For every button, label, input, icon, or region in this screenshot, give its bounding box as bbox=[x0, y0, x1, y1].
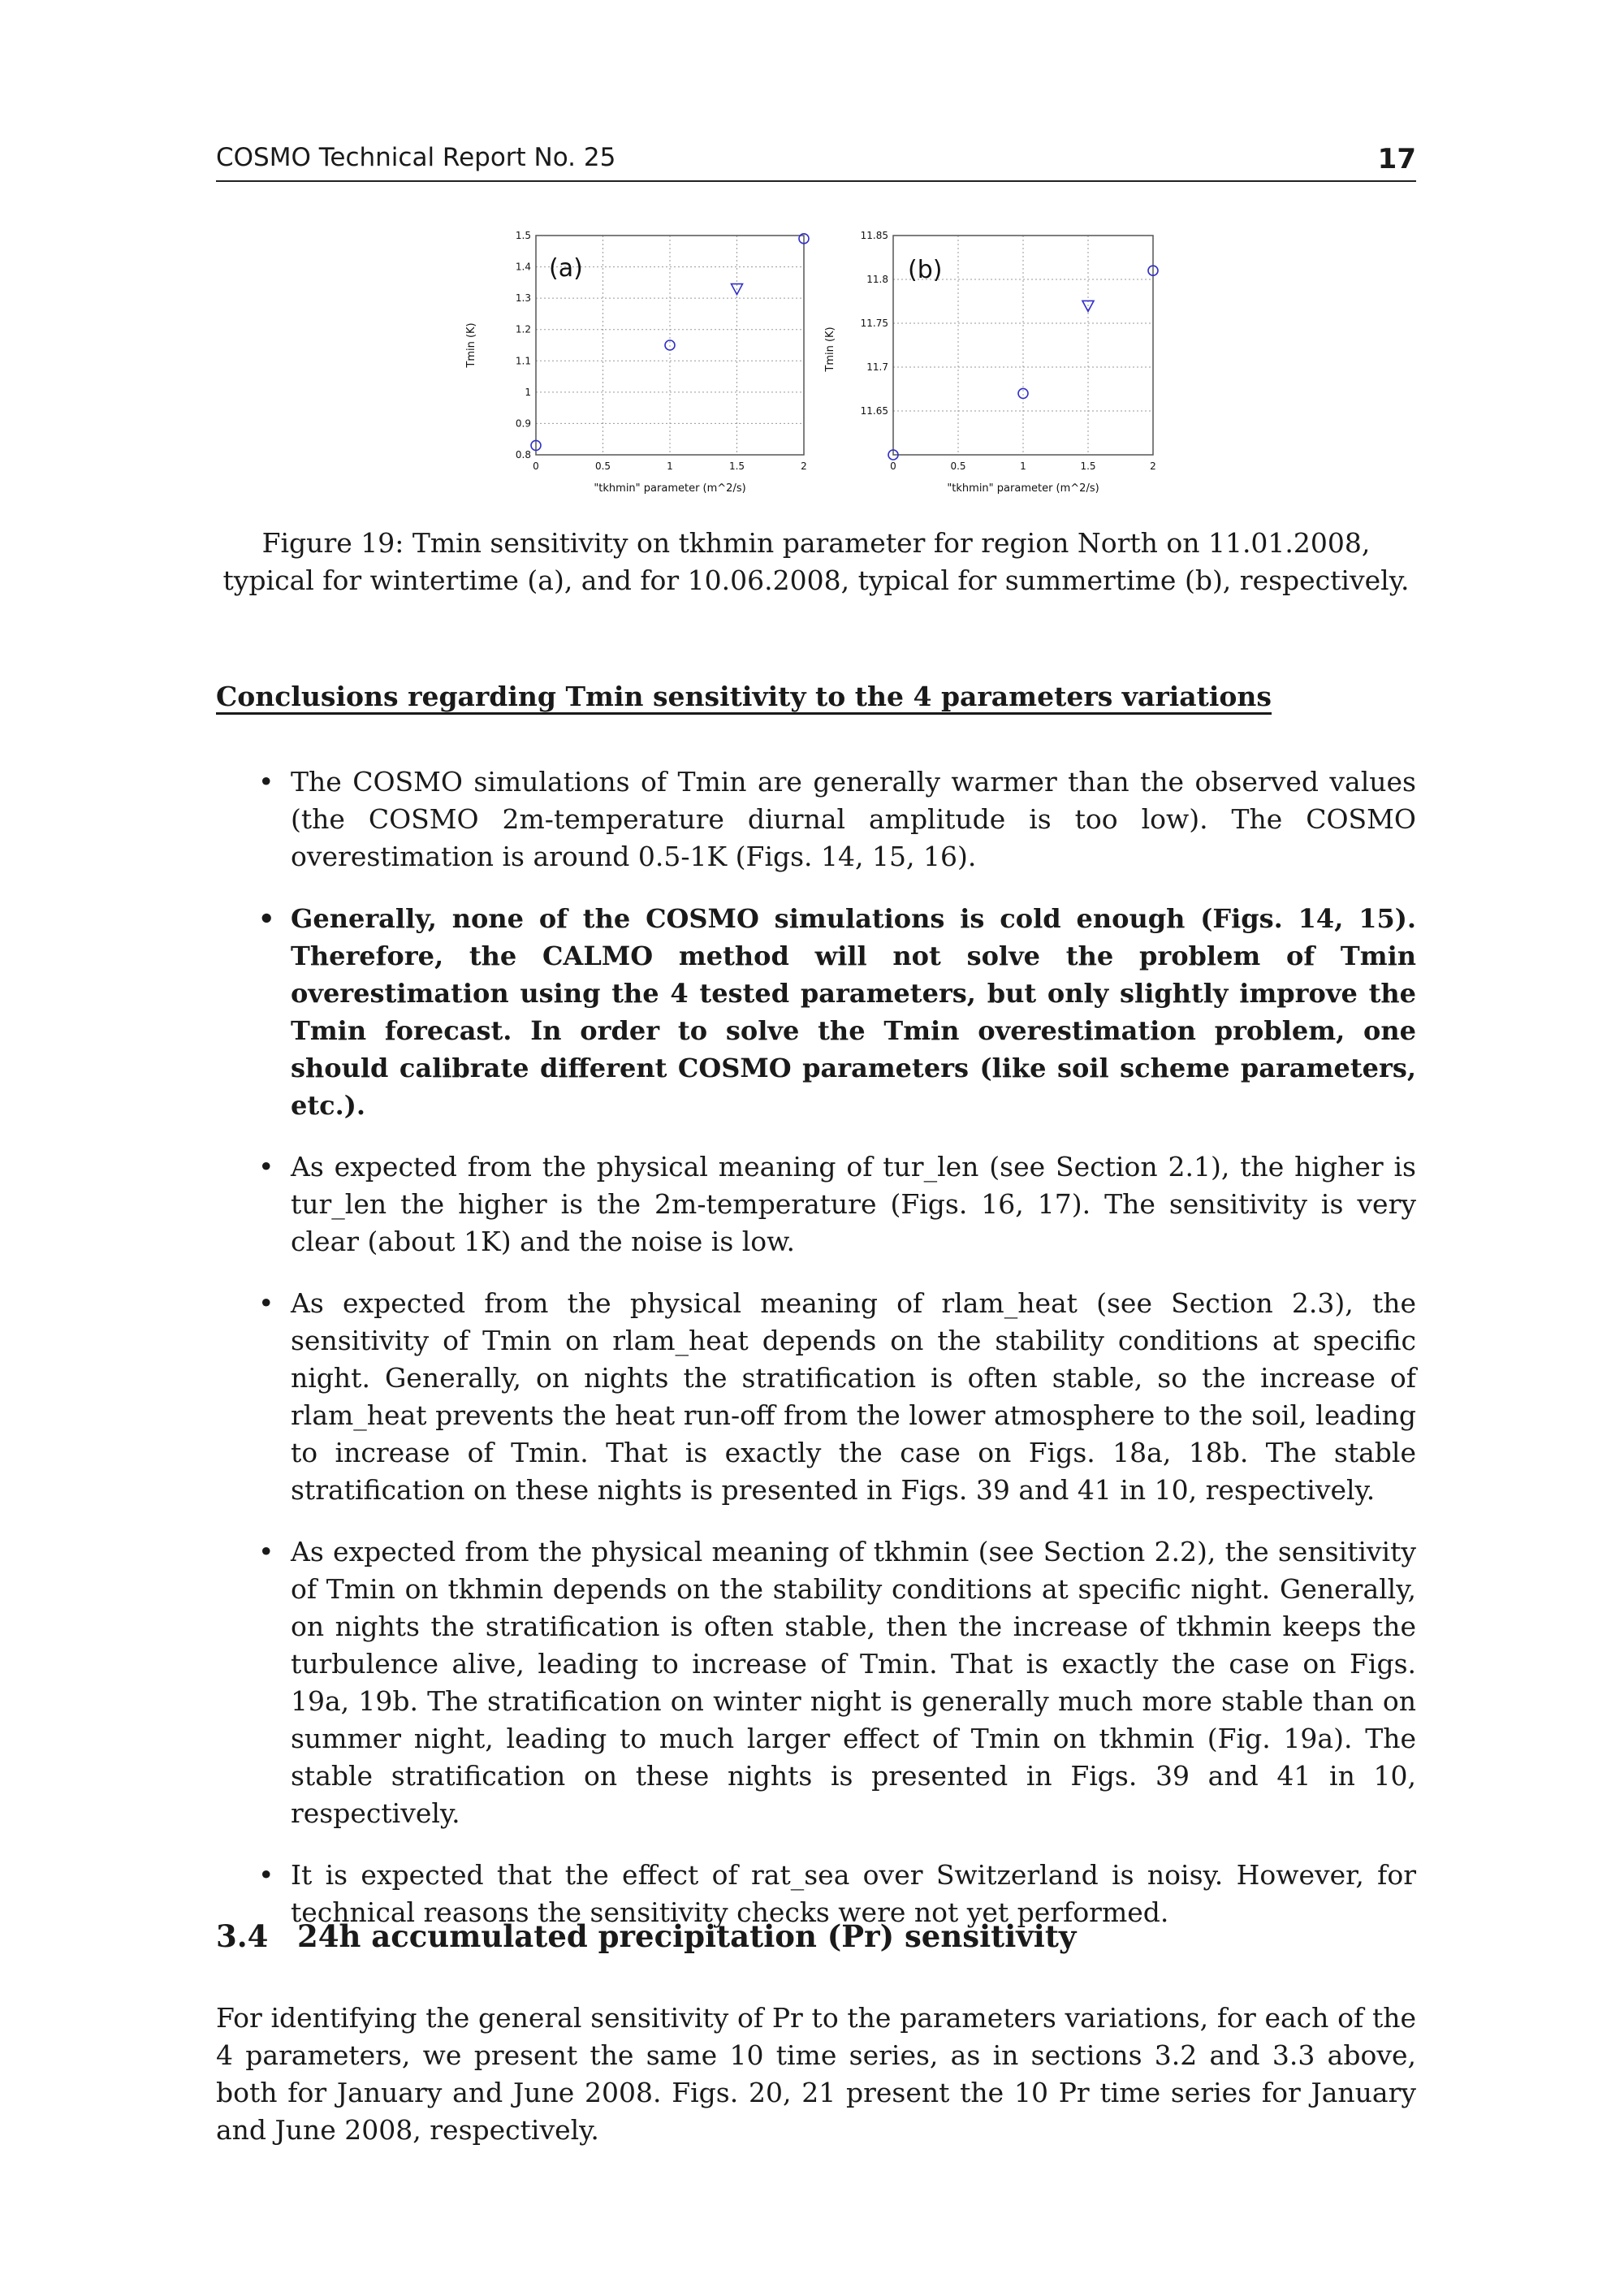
y-axis-label: Tmin (K) bbox=[465, 322, 477, 368]
section-title: 24h accumulated precipitation (Pr) sensitivity bbox=[297, 1918, 1077, 1954]
x-ticks bbox=[533, 460, 807, 472]
y-tick-label: 11.65 bbox=[860, 405, 888, 417]
x-tick-label: 0.5 bbox=[950, 460, 966, 472]
x-axis-label: "tkhmin" parameter (m^2/s) bbox=[947, 482, 1099, 495]
conclusions-list bbox=[216, 763, 1416, 1956]
section-heading bbox=[216, 1918, 1076, 1954]
x-tick-label: 2 bbox=[1150, 460, 1156, 472]
y-tick-label: 1.2 bbox=[515, 323, 531, 335]
y-tick-label: 1.3 bbox=[515, 292, 531, 305]
figure-caption: Figure 19: Tmin sensitivity on tkhmin parameter for region North on 11.01.2008, typical for wintertime (a), and for 10.06.2008, typical for summertime (b), respectively. bbox=[222, 527, 1410, 596]
section-number: 3.4 bbox=[216, 1918, 269, 1954]
x-axis-label: "tkhmin" parameter (m^2/s) bbox=[594, 482, 746, 495]
y-tick-label: 1.1 bbox=[515, 355, 531, 367]
list-item: • As expected from the physical meaning of tur_len (see Section 2.1), the higher is tur_len the higher is the 2m-temperature (Figs. 16, 17). The sensitivity is very clear (about 1K) and the noise is low. bbox=[216, 1148, 1416, 1260]
x-tick-label: 1 bbox=[1020, 460, 1026, 472]
y-tick-label: 1.4 bbox=[515, 261, 531, 273]
x-tick-label: 2 bbox=[801, 460, 807, 472]
page-header bbox=[216, 143, 1416, 182]
conclusions-heading: Conclusions regarding Tmin sensitivity to the 4 parameters variations bbox=[216, 681, 1272, 712]
y-tick-label: 11.75 bbox=[860, 318, 888, 329]
y-tick-label: 1.5 bbox=[515, 230, 531, 241]
section-paragraph: For identifying the general sensitivity of Pr to the parameters variations, for each of the 4 parameters, we present the same 10 time series, as in sections 3.2 and 3.3 above, both for January and June 2008. Figs. 20, 21 present the 10 Pr time series for January and June 2008, respectively. bbox=[216, 2002, 1416, 2146]
page-number: 17 bbox=[1377, 143, 1416, 175]
panel-label: (a) bbox=[549, 254, 583, 283]
list-item: • Generally, none of the COSMO simulations is cold enough (Figs. 14, 15). Therefore, the CALMO method will not solve the problem of Tmin overestimation using the 4 tested parameters, but only slightly improve the Tmin forecast. In order to solve the Tmin overestimation problem, one should calibrate different COSMO parameters (like soil scheme parameters, etc.). bbox=[216, 900, 1416, 1124]
y-tick-label: 0.9 bbox=[515, 417, 531, 430]
x-ticks bbox=[890, 460, 1156, 472]
x-tick-label: 1.5 bbox=[728, 460, 745, 472]
panel-label: (b) bbox=[908, 256, 943, 284]
x-tick-label: 0.5 bbox=[594, 460, 611, 472]
y-tick-label: 1 bbox=[525, 386, 531, 398]
x-tick-label: 1 bbox=[667, 460, 673, 472]
y-axis-label: Tmin (K) bbox=[824, 326, 836, 372]
y-ticks bbox=[516, 230, 531, 460]
x-tick-label: 0 bbox=[890, 460, 896, 472]
y-tick-label: 0.8 bbox=[515, 449, 531, 460]
y-ticks bbox=[861, 230, 888, 417]
chart-a bbox=[455, 227, 812, 504]
list-item: • The COSMO simulations of Tmin are generally warmer than the observed values (the COSMO 2m-temperature diurnal amplitude is too low). The COSMO overestimation is around 0.5-1K (Figs. 14, 15, 16). bbox=[216, 763, 1416, 876]
x-tick-label: 0 bbox=[533, 460, 539, 472]
list-item: • As expected from the physical meaning of rlam_heat (see Section 2.3), the sensitivity of Tmin on rlam_heat depends on the stability conditions at specific night. Generally, on nights the stratification is often stable, so the increase of rlam_heat prevents the heat run-off from the lower atmosphere to the soil, leading to increase of Tmin. That is exactly the case on Figs. 18a, 18b. The stable stratification on these nights is presented in Figs. 39 and 41 in 10, respectively. bbox=[216, 1285, 1416, 1509]
y-tick-label: 11.8 bbox=[866, 274, 888, 285]
y-tick-label: 11.85 bbox=[860, 230, 888, 241]
list-item: • As expected from the physical meaning of tkhmin (see Section 2.2), the sensitivity of Tmin on tkhmin depends on the stability conditions at specific night. Generally, on nights the stratification is often stable, then the increase of tkhmin keeps the turbulence alive, leading to increase of Tmin. That is exactly the case on Figs. 19a, 19b. The stratification on winter night is generally much more stable than on summer night, leading to much larger effect of Tmin on tkhmin (Fig. 19a). The stable stratification on these nights is presented in Figs. 39 and 41 in 10, respectively. bbox=[216, 1533, 1416, 1832]
x-tick-label: 1.5 bbox=[1080, 460, 1096, 472]
y-tick-label: 11.7 bbox=[866, 361, 888, 373]
chart-b bbox=[812, 227, 1169, 504]
report-title: COSMO Technical Report No. 25 bbox=[216, 143, 616, 172]
list-item: • It is expected that the effect of rat_sea over Switzerland is noisy. However, for technical reasons the sensitivity checks were not yet performed. bbox=[216, 1857, 1416, 1931]
